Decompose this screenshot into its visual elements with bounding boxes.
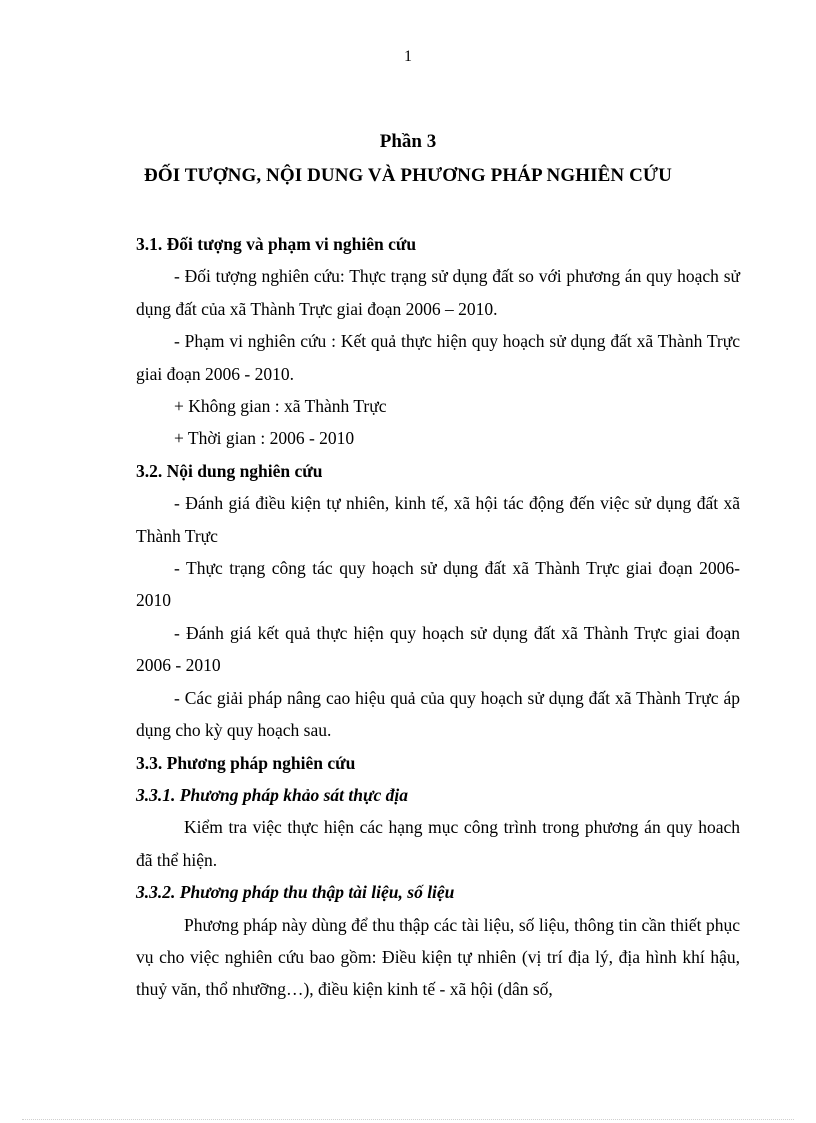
content-item-4: - Các giải pháp nâng cao hiệu quả của quy hoạch sử dụng đất xã Thành Trực áp dụng cho kỳ quy hoạch sau. <box>136 687 740 741</box>
research-object-paragraph: - Đối tượng nghiên cứu: Thực trạng sử dụng đất so với phương án quy hoạch sử dụng đất của xã Thành Trực giai đoạn 2006 – 2010. <box>136 266 740 319</box>
page-number: 1 <box>404 48 412 65</box>
content-item-3: - Đánh giá kết quả thực hiện quy hoạch sử dụng đất xã Thành Trực giai đoạn 2006 - 2010 <box>136 622 740 676</box>
section-3-3-1-heading: 3.3.1. Phương pháp khảo sát thực địa <box>136 784 409 805</box>
section-3-3-2-heading: 3.3.2. Phương pháp thu thập tài liệu, số liệu <box>136 882 455 903</box>
field-survey-paragraph: Kiểm tra việc thực hiện các hạng mục công trình trong phương án quy hoach đã thể hiện. <box>136 817 740 870</box>
section-3-1-heading: 3.1. Đối tượng và phạm vi nghiên cứu <box>136 234 417 254</box>
research-scope-paragraph: - Phạm vi nghiên cứu : Kết quả thực hiện quy hoạch sử dụng đất xã Thành Trực giai đoạn 2006 - 2010. <box>136 331 740 384</box>
data-collection-paragraph: Phương pháp này dùng để thu thập các tài liệu, số liệu, thông tin cần thiết phục vụ cho việc nghiên cứu bao gồm: Điều kiện tự nhiên (vị trí địa lý, địa hình khí hậu, thuỷ văn, thổ nhưỡng…), điều kiện kinh tế - xã hội (dân số, <box>136 914 740 1000</box>
content-item-1: - Đánh giá điều kiện tự nhiên, kinh tế, xã hội tác động đến việc sử dụng đất xã Thành Trực <box>136 493 740 546</box>
main-title: ĐỐI TƯỢNG, NỘI DUNG VÀ PHƯƠNG PHÁP NGHIÊN CỨU <box>144 165 672 186</box>
scope-time-line: + Thời gian : 2006 - 2010 <box>174 428 355 449</box>
scope-space-line: + Không gian : xã Thành Trực <box>174 396 387 417</box>
page-bottom-divider <box>22 1119 794 1120</box>
part-title: Phần 3 <box>379 131 437 152</box>
document-body <box>136 228 740 1006</box>
section-3-3-heading: 3.3. Phương pháp nghiên cứu <box>136 752 356 773</box>
content-item-2: - Thực trạng công tác quy hoạch sử dụng đất xã Thành Trực giai đoạn 2006- 2010 <box>136 558 740 611</box>
section-3-2-heading: 3.2. Nội dung nghiên cứu <box>136 460 323 481</box>
